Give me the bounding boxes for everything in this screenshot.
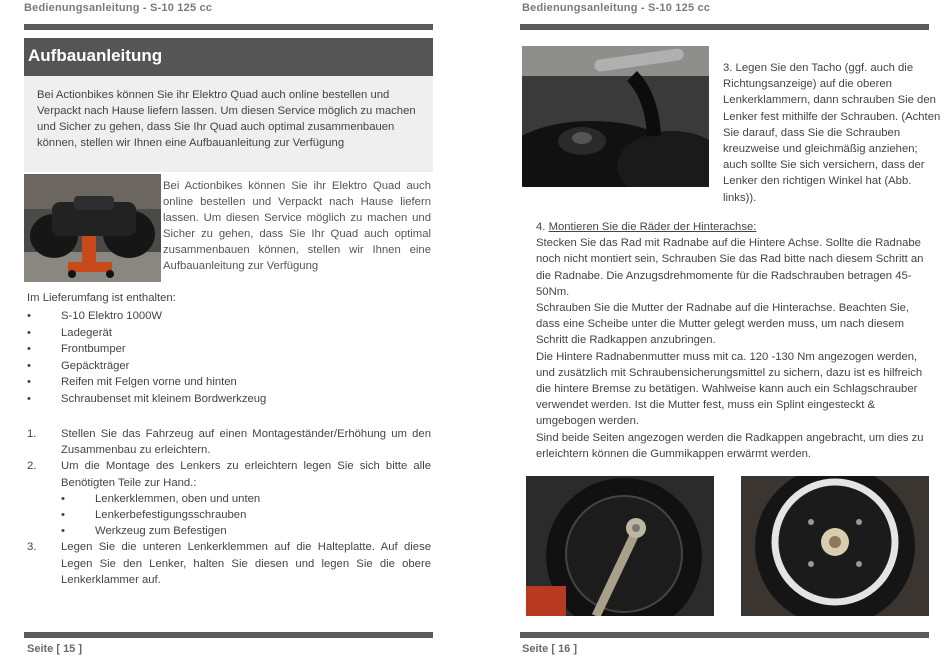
page-number: Seite [ 16 ] xyxy=(522,643,578,655)
step-4-paragraph: Sind beide Seiten angezogen werden die Radkappen angebracht, um dies zu erleichtern können die Gummikappen erwärmt werden. xyxy=(536,431,924,460)
side-text: Bei Actionbikes können Sie ihr Elektro Quad auch online bestellen und Verpackt nach Hause liefern lassen. Um diesen Service möglich zu machen und Sicher zu gehen, dass Sie Ihr Quad auch optimal zusammenbauen können, stellen wir Ihnen eine Aufbauanleitung zur Verfügung xyxy=(163,180,431,272)
page-15 xyxy=(0,0,470,660)
header-rule xyxy=(520,24,929,30)
rear-wheel-hub-photo xyxy=(741,476,929,616)
list-item: • S-10 Elektro 1000W xyxy=(27,310,163,322)
step-2: 2. Um die Montage des Lenkers zu erleichtern legen Sie sich bitte alle Benötigten Teile zur Hand.: xyxy=(27,460,431,489)
scope-list xyxy=(27,308,266,407)
list-item: • Reifen mit Felgen vorne und hinten xyxy=(27,376,237,388)
steps-list xyxy=(27,426,431,588)
step-4-text xyxy=(536,219,936,462)
list-item: • Gepäckträger xyxy=(27,359,130,372)
step-3-text: 3. Legen Sie den Tacho (ggf. auch die Richtungsanzeige) auf die oberen Lenkerklammern, dann schrauben Sie den Lenker fest mithilfe der Schrauben. (Achten Sie darauf, dass Sie die Schrauben kreuzweise und gleichmäßig anziehen; auch sollte Sie sich versichern, dass der Lenker den richtigen Winkel hat (Abb. links)). xyxy=(723,62,941,204)
header-rule xyxy=(24,24,433,30)
rear-wheel-axle-photo xyxy=(526,476,714,616)
list-item: • Lenkerklemmen, oben und unten xyxy=(61,492,261,505)
intro-box: Bei Actionbikes können Sie ihr Elektro Quad auch online bestellen und Verpackt nach Hause liefern lassen. Um diesen Service möglich zu machen und Sicher zu gehen, dass Sie Ihr Quad auch optimal zusammenbauen können, stellen wir Ihnen eine Aufbauanleitung zur Verfügung xyxy=(24,76,433,172)
page-16 xyxy=(475,0,950,660)
scope-heading: Im Lieferumfang ist enthalten: xyxy=(27,292,176,304)
step-4-heading: 4. Montieren Sie die Räder der Hinterachse: xyxy=(536,221,757,233)
step-2-sublist xyxy=(27,491,431,540)
page-number: Seite [ 15 ] xyxy=(27,643,83,655)
step-4-paragraph: Die Hintere Radnabenmutter muss mit ca. 120 -130 Nm angezogen werden, und zusätzlich mit Schraubensicherungsmittel zu sichern, dazu ist es hilfreich die hintere Bremse zu betätigen. Wahlweise kann auch ein Schlagschrauber verwendet werden. Ist die Mutter fest, muss ein Splint eingesteckt & umgebogen werden. xyxy=(536,350,923,428)
quad-on-stand-photo xyxy=(24,174,161,282)
handlebar-mount-photo xyxy=(522,46,709,187)
section-title: Aufbauanleitung xyxy=(24,38,433,76)
list-item: • Frontbumper xyxy=(27,343,126,355)
running-head: Bedienungsanleitung - S-10 125 cc xyxy=(522,2,711,14)
running-head: Bedienungsanleitung - S-10 125 cc xyxy=(24,2,213,14)
step-4-paragraph: Schrauben Sie die Mutter der Radnabe auf die Hinterachse. Beachten Sie, dass eine Scheibe unter die Mutter gelegt werden muss, um nach diesem Schritt die Radkappen anzubringen. xyxy=(536,302,910,347)
list-item: • Lenkerbefestigungsschrauben xyxy=(61,509,247,522)
list-item: • Schraubenset mit kleinem Bordwerkzeug xyxy=(27,392,267,405)
footer-rule xyxy=(520,632,929,638)
step-4-paragraph: Stecken Sie das Rad mit Radnabe auf die Hintere Achse. Sollte die Radnabe noch nicht montiert sein, Schrauben Sie das Rad bitte nach diesem Schritt an die Radnabe. Die Anzugsdrehmomente für die Radschrauben betragen 45-50Nm. xyxy=(536,237,924,298)
step-1: 1. Stellen Sie das Fahrzeug auf einen Montageständer/Erhöhung um den Zusammenbau zu erleichtern. xyxy=(27,428,431,457)
list-item: • Ladegerät xyxy=(27,326,112,339)
step-3: 3. Legen Sie die unteren Lenkerklemmen auf die Halteplatte. Auf diese Legen Sie den Lenker, halten Sie diesen und legen Sie die obere Lenkerklammer auf. xyxy=(27,541,431,586)
list-item: • Werkzeug zum Befestigen xyxy=(61,525,227,538)
footer-rule xyxy=(24,632,433,638)
